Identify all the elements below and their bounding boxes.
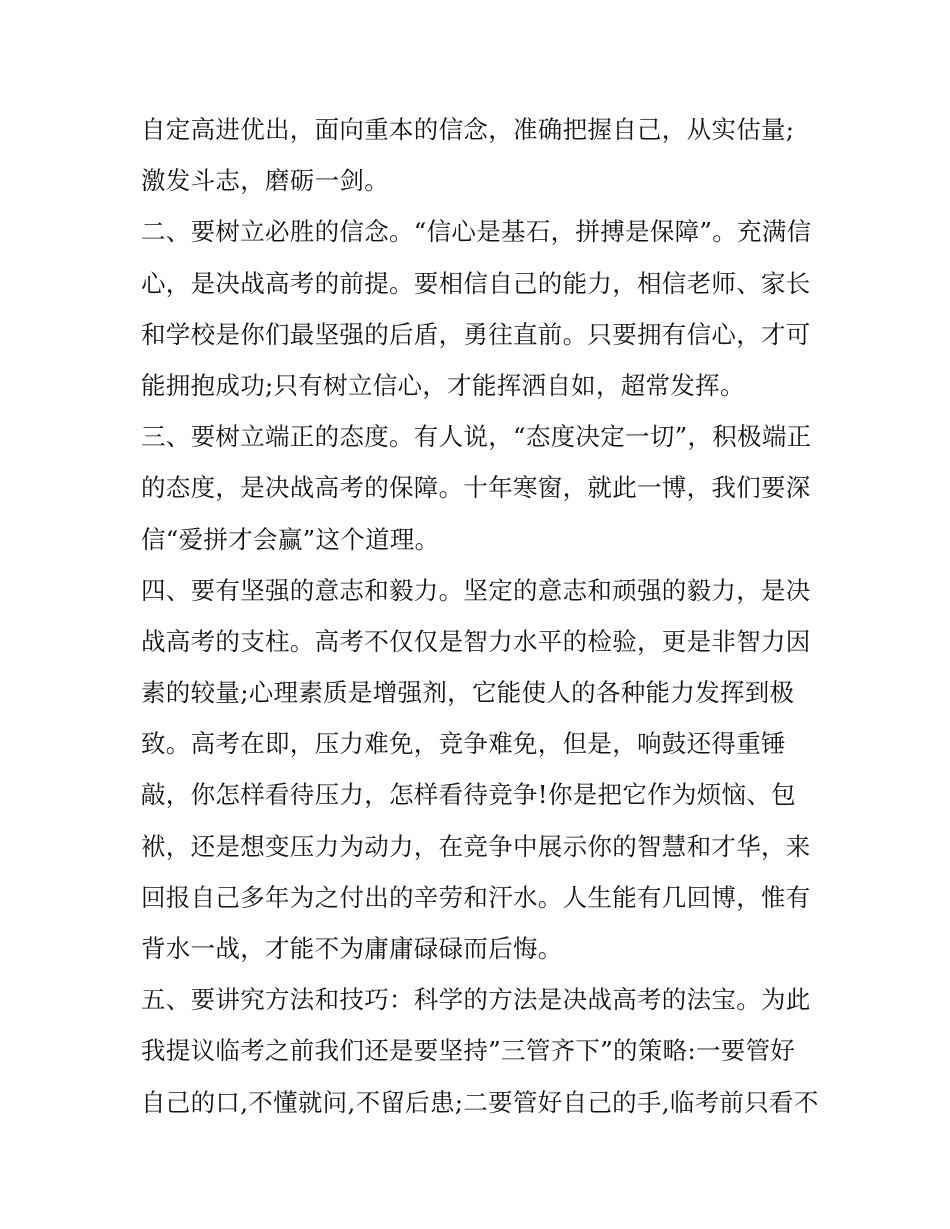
text-line: 我提议临考之前我们还是要坚持”三管齐下”的策略:一要管好 [141,1036,796,1066]
text-line: 三、要树立端正的态度。有人说，“态度决定一切”，积极端正 [141,422,812,452]
text-line: 背水一战，才能不为庸庸碌碌而后悔。 [141,934,563,963]
text-line: 回报自己多年为之付出的辛劳和汗水。人生能有几回博，惟有 [141,882,811,912]
text-line: 心，是决战高考的前提。要相信自己的能力，相信老师、家长 [141,268,811,298]
text-line: 能拥抱成功;只有树立信心，才能挥洒自如，超常发挥。 [141,370,745,400]
document-body [141,104,821,1128]
text-line: 二、要树立必胜的信念。“信心是基石，拼搏是保障”。充满信 [141,217,812,247]
text-line: 战高考的支柱。高考不仅仅是智力水平的检验，更是非智力因 [141,626,811,656]
text-line: 袱，还是想变压力为动力，在竞争中展示你的智慧和才华，来 [141,831,811,861]
text-line: 自定高进优出，面向重本的信念，准确把握自己，从实估量; [141,115,795,144]
text-line: 五、要讲究方法和技巧：科学的方法是决战高考的法宝。为此 [141,985,811,1015]
text-line: 信“爱拼才会赢”这个道理。 [141,524,440,554]
text-line: 的态度，是决战高考的保障。十年寒窗，就此一博，我们要深 [141,473,811,503]
text-line: 致。高考在即，压力难免，竞争难免，但是，响鼓还得重锤 [141,729,786,759]
text-line: 素的较量;心理素质是增强剂，它能使人的各种能力发挥到极 [141,678,795,708]
text-line: 敲，你怎样看待压力，怎样看待竞争!你是把它作为烦恼、包 [141,780,796,810]
text-line: 激发斗志，磨砺一剑。 [141,166,389,196]
text-line: 和学校是你们最坚强的后盾，勇往直前。只要拥有信心，才可 [141,319,811,349]
text-line: 自己的口,不懂就问,不留后患;二要管好自己的手,临考前只看不 [141,1087,819,1117]
text-line: 四、要有坚强的意志和毅力。坚定的意志和顽强的毅力，是决 [141,575,811,605]
